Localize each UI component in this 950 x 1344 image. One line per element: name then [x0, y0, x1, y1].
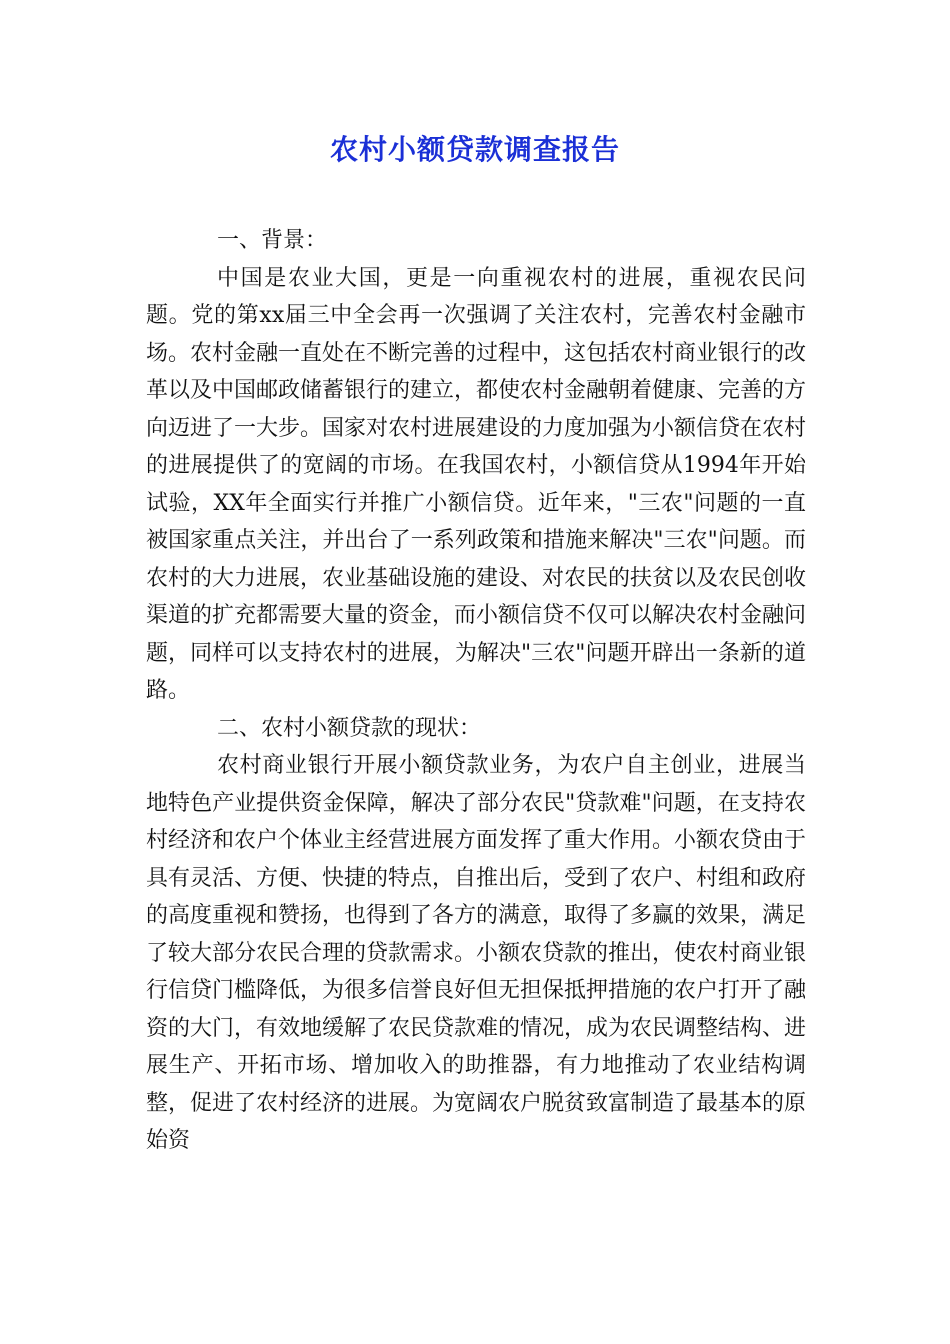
document-body — [146, 222, 806, 1160]
section-heading-background: 一、背景： — [217, 228, 328, 253]
document-title: 农村小额贷款调查报告 — [329, 133, 620, 166]
paragraph-background: 中国是农业大国，更是一向重视农村的进展，重视农民问题。党的第xx届三中全会再一次强调了关注农村，完善农村金融市场。农村金融一直处在不断完善的过程中，这包括农村商业银行的改革以及中国邮政储蓄银行的建立，都使农村金融朝着健康、完善的方向迈进了一大步。国家对农村进展建设的力度加强为小额信贷在农村的进展提供了的宽阔的市场。在我国农村，小额信贷从1994年开始试验，XX年全面实行并推广小额信贷。近年来，"三农"问题的一直被国家重点关注，并出台了一系列政策和措施来解决"三农"问题。而农村的大力进展，农业基础设施的建设、对农民的扶贫以及农民创收渠道的扩充都需要大量的资金，而小额信贷不仅可以解决农村金融问题，同样可以支持农村的进展，为解决"三农"问题开辟出一条新的道路。 — [146, 265, 807, 703]
paragraph-status: 农村商业银行开展小额贷款业务，为农户自主创业，进展当地特色产业提供资金保障，解决了部分农民"贷款难"问题，在支持农村经济和农户个体业主经营进展方面发挥了重大作用。小额农贷由于具有灵活、方便、快捷的特点，自推出后，受到了农户、村组和政府的高度重视和赞扬，也得到了各方的满意，取得了多赢的效果，满足了较大部分农民合理的贷款需求。小额农贷款的推出，使农村商业银行信贷门槛降低，为很多信誉良好但无担保抵押措施的农户打开了融资的大门，有效地缓解了农民贷款难的情况，成为农民调整结构、进展生产、开拓市场、增加收入的助推器，有力地推动了农业结构调整，促进了农村经济的进展。为宽阔农户脱贫致富制造了最基本的原始资 — [146, 753, 807, 1153]
section-heading-status: 二、农村小额贷款的现状： — [217, 715, 482, 741]
